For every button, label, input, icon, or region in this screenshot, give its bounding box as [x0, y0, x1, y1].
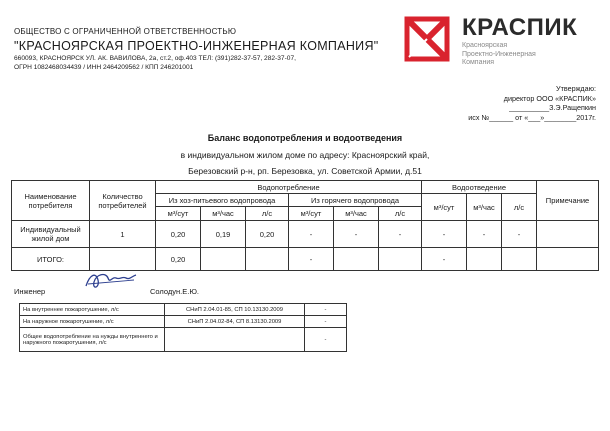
header-consumer: Наименование потребителя	[12, 181, 90, 221]
header-hot-hour: м³/час	[334, 207, 379, 221]
row-hot-sec: -	[379, 221, 422, 248]
company-name: "КРАСНОЯРСКАЯ ПРОЕКТНО-ИНЖЕНЕРНАЯ КОМПАНИЯ"	[14, 39, 379, 53]
fire-norm: СНиП 2.04.02-84, СП 8.13130.2009	[165, 316, 305, 328]
row-out-sec: -	[502, 221, 537, 248]
company-type: ОБЩЕСТВО С ОГРАНИЧЕННОЙ ОТВЕТСТВЕННОСТЬЮ	[14, 27, 237, 36]
row-cold-hour: 0,19	[201, 221, 246, 248]
logo-subtitle-line: Красноярская	[462, 42, 508, 49]
approval-line: Утверждаю:	[556, 84, 596, 93]
fire-value: -	[305, 328, 347, 352]
row-cold-sec: 0,20	[246, 221, 289, 248]
total-out-day: -	[422, 248, 467, 271]
total-hot-day: -	[289, 248, 334, 271]
company-address: 660093, КРАСНОЯРСК УЛ. АК. ВАВИЛОВА, 2а, ст.2, оф.403 ТЕЛ: (391)282-37-57, 282-37-07,	[14, 55, 296, 62]
signature-icon	[82, 266, 140, 294]
total-empty	[379, 248, 422, 271]
logo-title: КРАСПИК	[462, 14, 578, 41]
header-hot-sec: л/с	[379, 207, 422, 221]
fire-value: -	[305, 304, 347, 316]
approval-line: директор ООО «КРАСПИК»	[503, 93, 596, 103]
fire-label: На внутреннее пожаротушение, л/с	[20, 304, 165, 316]
header-cold-hour: м³/час	[201, 207, 246, 221]
row-note	[537, 221, 599, 248]
total-empty	[246, 248, 289, 271]
approval-block	[468, 84, 596, 122]
company-ids: ОГРН 1082468034439 / ИНН 2464209562 / КПП 246201001	[14, 64, 194, 71]
fire-label: Общее водопотребление на нужды внутреннего и наружного пожаротушения, л/с	[20, 328, 165, 352]
engineer-label: Инженер	[14, 287, 46, 296]
header-consumption: Водопотребление	[156, 181, 422, 194]
fire-row	[20, 316, 347, 328]
fire-table	[19, 303, 347, 352]
approval-line: __________З.Э.Ращепкин	[509, 103, 596, 112]
table-row	[12, 221, 599, 248]
kraspik-logo-icon	[404, 16, 450, 62]
row-hot-hour: -	[334, 221, 379, 248]
row-out-hour: -	[467, 221, 502, 248]
balance-table	[11, 180, 599, 271]
header-cold-day: м³/сут	[156, 207, 201, 221]
header-out-sec: л/с	[502, 194, 537, 221]
logo-subtitle-line: Проектно-Инженерная	[462, 50, 536, 58]
document-title: Баланс водопотребления и водоотведения	[207, 133, 403, 143]
fire-row	[20, 328, 347, 352]
row-name: Индивидуальный жилой дом	[12, 221, 90, 248]
document-subtitle: Березовский р-н, рп. Березовка, ул. Советской Армии, д.51	[188, 166, 422, 176]
engineer-name: Солодун.Е.Ю.	[150, 287, 199, 296]
fire-label: На наружное пожаротушение, л/с	[20, 316, 165, 328]
total-label: ИТОГО:	[12, 248, 90, 271]
logo-subtitle	[462, 42, 572, 68]
header-note: Примечание	[537, 181, 599, 221]
total-empty	[502, 248, 537, 271]
total-empty	[334, 248, 379, 271]
fire-norm: СНиП 2.04.01-85, СП 10.13130.2009	[165, 304, 305, 316]
fire-norm	[165, 328, 305, 352]
header-quantity: Количество потребителей	[90, 181, 156, 221]
header-out-day: м³/сут	[422, 194, 467, 221]
fire-row	[20, 304, 347, 316]
header-hot-water: Из горячего водопровода	[289, 194, 422, 207]
row-out-day: -	[422, 221, 467, 248]
total-empty	[201, 248, 246, 271]
approval-line: исх №______ от «___»________2017г.	[468, 112, 596, 122]
total-cold-day: 0,20	[156, 248, 201, 271]
header-hot-day: м³/сут	[289, 207, 334, 221]
row-quantity: 1	[90, 221, 156, 248]
header-disposal: Водоотведение	[422, 181, 537, 194]
header-out-hour: м³/час	[467, 194, 502, 221]
document-subtitle: в индивидуальном жилом доме по адресу: Красноярский край,	[180, 150, 430, 160]
fire-value: -	[305, 316, 347, 328]
header-cold-sec: л/с	[246, 207, 289, 221]
row-cold-day: 0,20	[156, 221, 201, 248]
logo-subtitle-line: Компания	[462, 59, 495, 66]
header-cold-water: Из хоз-питьевого водопровода	[156, 194, 289, 207]
total-empty	[467, 248, 502, 271]
total-empty	[537, 248, 599, 271]
row-hot-day: -	[289, 221, 334, 248]
